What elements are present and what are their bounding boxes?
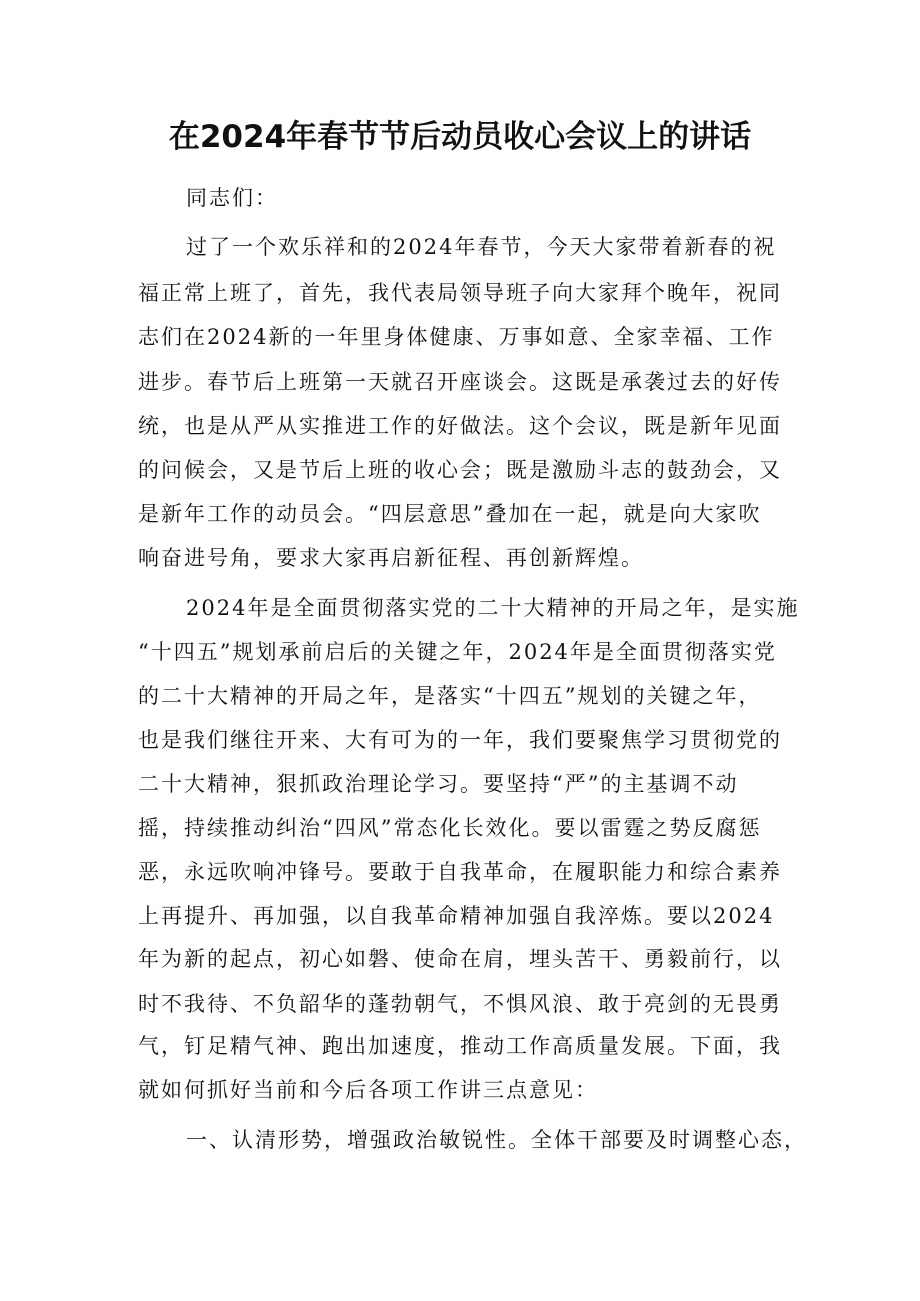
paragraph-2-line-11: 气，钉足精气神、跑出加速度，推动工作高质量发展。下面，我 [138, 1034, 782, 1058]
paragraph-1-line-2: 福正常上班了，首先，我代表局领导班子向大家拜个晚年，祝同 [138, 281, 782, 305]
paragraph-2-line-1: 2024年是全面贯彻落实党的二十大精神的开局之年，是实施 [186, 596, 800, 620]
salutation: 同志们： [186, 186, 278, 210]
paragraph-2-line-10: 时不我待、不负韶华的蓬勃朝气，不惧风浪、敢于亮剑的无畏勇 [138, 992, 782, 1016]
paragraph-2-line-9: 年为新的起点，初心如磐、使命在肩，埋头苦干、勇毅前行，以 [138, 947, 782, 971]
paragraph-2-line-6: 摇，持续推动纠治“四风”常态化长效化。要以雷霆之势反腐惩 [138, 816, 762, 840]
paragraph-2-line-2: “十四五”规划承前启后的关键之年，2024年是全面贯彻落实党 [138, 640, 777, 664]
paragraph-2-line-5: 二十大精神，狠抓政治理论学习。要坚持“严”的主基调不动 [138, 772, 739, 796]
paragraph-2-line-8: 上再提升、再加强，以自我革命精神加强自我淬炼。要以2024 [138, 904, 775, 928]
paragraph-1-line-6: 的问候会，又是节后上班的收心会；既是激励斗志的鼓劲会，又 [138, 458, 782, 482]
paragraph-1-line-8: 响奋进号角，要求大家再启新征程、再创新辉煌。 [138, 546, 644, 570]
paragraph-1-line-5: 统，也是从严从实推进工作的好做法。这个会议，既是新年见面 [138, 414, 782, 438]
paragraph-1-line-7: 是新年工作的动员会。“四层意思”叠加在一起，就是向大家吹 [138, 502, 762, 526]
paragraph-2-line-12: 就如何抓好当前和今后各项工作讲三点意见： [138, 1078, 598, 1102]
paragraph-3-line-1: 一、认清形势，增强政治敏锐性。全体干部要及时调整心态， [186, 1128, 807, 1152]
paragraph-1-line-1: 过了一个欢乐祥和的2024年春节，今天大家带着新春的祝 [186, 235, 777, 259]
paragraph-2-line-7: 恶，永远吹响冲锋号。要敢于自我革命，在履职能力和综合素养 [138, 860, 782, 884]
paragraph-2-line-4: 也是我们继往开来、大有可为的一年，我们要聚焦学习贯彻党的 [138, 728, 782, 752]
paragraph-1-line-4: 进步。春节后上班第一天就召开座谈会。这既是承袭过去的好传 [138, 370, 782, 394]
paragraph-1-line-3: 志们在2024新的一年里身体健康、万事如意、全家幸福、工作 [138, 325, 775, 349]
paragraph-2-line-3: 的二十大精神的开局之年，是落实“十四五”规划的关键之年， [138, 684, 762, 708]
document-title: 在2024年春节节后动员收心会议上的讲话 [168, 119, 752, 155]
